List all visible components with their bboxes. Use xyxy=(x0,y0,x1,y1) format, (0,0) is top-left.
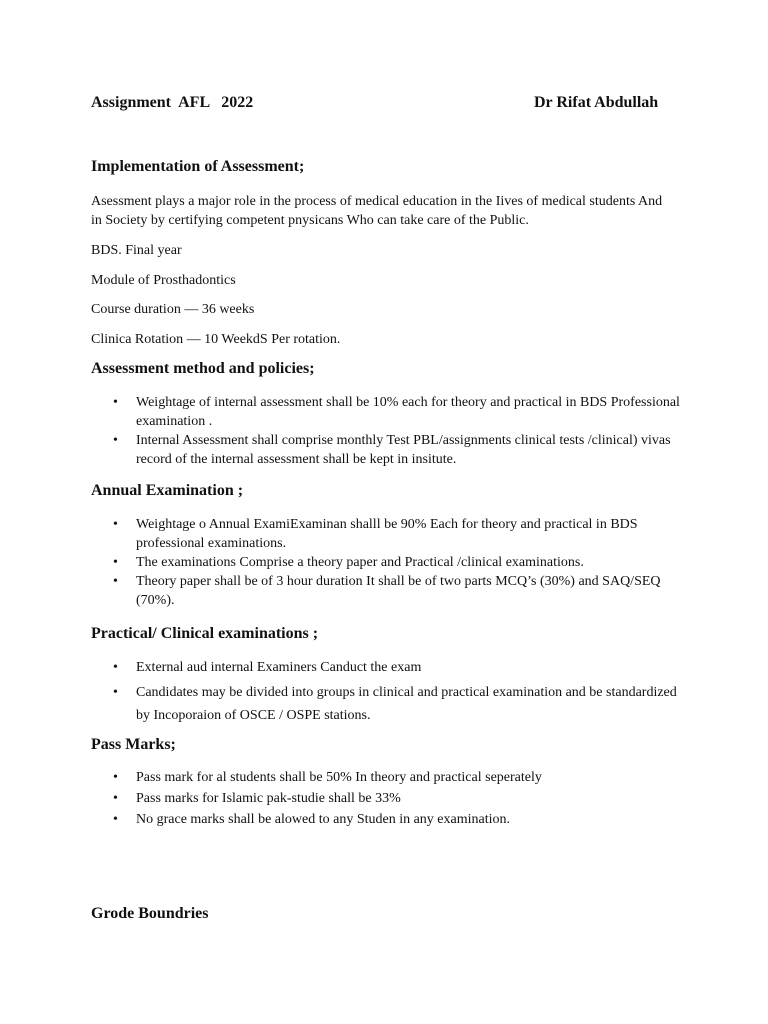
list-item: • No grace marks shall be alowed to any Studen in any examination. xyxy=(91,810,691,829)
list-item: • Internal Assessment shall comprise monthly Test PBL/assignments clinical tests /clinical) vivas record of the internal assessment shall be kept in insitute. xyxy=(91,431,691,469)
author-name: Dr Rifat Abdullah xyxy=(534,94,659,111)
implementation-heading: Implementation of Assessment; xyxy=(91,158,305,175)
method-heading: Assessment method and policies; xyxy=(91,360,315,377)
duration-line: Course duration — 36 weeks xyxy=(91,302,255,317)
list-item: • Pass mark for al students shall be 50% In theory and practical seperately xyxy=(91,768,691,787)
list-item: • Weightage of internal assessment shall be 10% each for theory and practical in BDS Professional examination . xyxy=(91,393,691,431)
annual-list xyxy=(91,515,691,610)
pass-heading: Pass Marks; xyxy=(91,736,176,753)
practical-list xyxy=(91,658,691,727)
assignment-title: Assignment AFL 2022 xyxy=(91,94,254,111)
grade-heading: Grode Boundries xyxy=(91,905,209,922)
pass-list xyxy=(91,768,691,829)
rotation-line: Clinica Rotation — 10 WeekdS Per rotation. xyxy=(91,332,341,347)
annual-heading: Annual Examination ; xyxy=(91,482,244,499)
method-list xyxy=(91,393,691,469)
list-item: • The examinations Comprise a theory paper and Practical /clinical examinations. xyxy=(91,553,691,572)
list-item: • Pass marks for Islamic pak-studie shall be 33% xyxy=(91,789,691,808)
list-item: • Candidates may be divided into groups in clinical and practical examination and be standardized by Incoporaion of OSCE / OSPE stations. xyxy=(91,681,691,727)
list-item: • Weightage o Annual ExamiExaminan shalll be 90% Each for theory and practical in BDS professional examinations. xyxy=(91,515,691,553)
practical-heading: Practical/ Clinical examinations ; xyxy=(91,625,319,642)
program-line: BDS. Final year xyxy=(91,243,182,258)
list-item: • Theory paper shall be of 3 hour duration It shall be of two parts MCQ’s (30%) and SAQ/SEQ (70%). xyxy=(91,572,691,610)
list-item: • External aud internal Examiners Canduct the exam xyxy=(91,658,691,677)
module-line: Module of Prosthadontics xyxy=(91,273,236,288)
intro-paragraph: Asessment plays a major role in the process of medical education in the Iives of medical students And in Society by certifying competent pnysicans Who can take care of the Public. xyxy=(91,194,663,228)
